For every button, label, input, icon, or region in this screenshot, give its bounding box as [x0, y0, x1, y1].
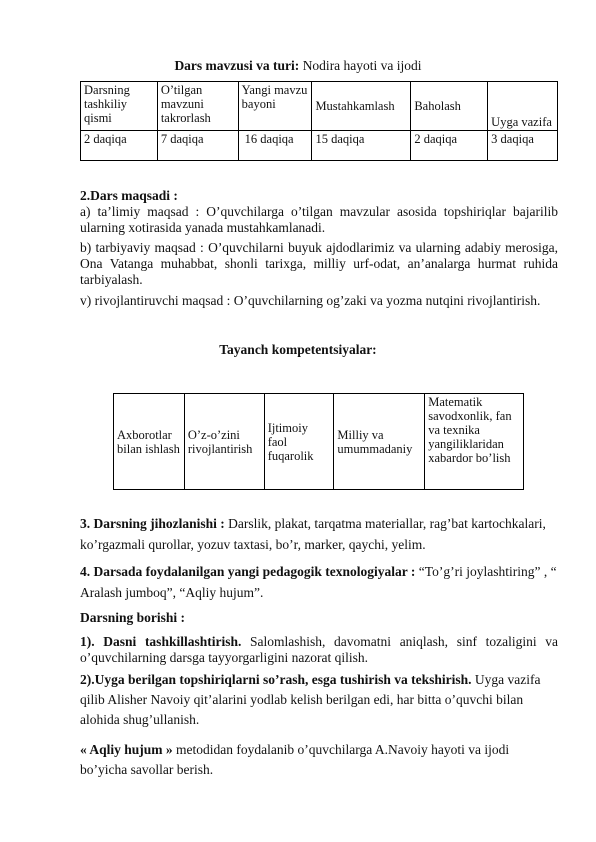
- table-header-cell: Darsning tashkiliy qismi: [81, 82, 158, 131]
- table-cell: 2 daqiqa: [81, 131, 158, 161]
- section4-text: “To’g’ri joylashtiring” , “ Aralash jumboq”, “Aqliy hujum”.: [80, 564, 557, 600]
- step1-text: Salomlashish, davomatni aniqlash, sinf tozaligini va o’quvchilarning darsga tayyorgarligini nazorat qilish.: [80, 634, 558, 665]
- step2-label: 2).Uyga berilgan topshiriqlarni so’rash, esga tushirish va tekshirish.: [80, 672, 472, 687]
- table-cell: Axborotlar bilan ishlash: [114, 394, 185, 490]
- goal-educational: a) ta’limiy maqsad : O’quvchilarga o’tilgan mavzular asosida topshiriqlar bajarilib ularning xotirasida yanada mustahkamlanadi.: [80, 204, 558, 235]
- step2: [80, 670, 558, 730]
- brainstorm-paragraph: [80, 740, 558, 780]
- table-cell: 2 daqiqa: [411, 131, 488, 161]
- lesson-time-table: [80, 81, 558, 161]
- step1: [80, 634, 558, 666]
- table-cell: O’z-o’zini rivojlantirish: [184, 394, 264, 490]
- brainstorm-text: metodidan foydalanib o’quvchilarga A.Navoiy hayoti va ijodi bo’yicha savollar berish.: [80, 742, 510, 777]
- table-row: [114, 394, 524, 490]
- section3-text: Darslik, plakat, tarqatma materiallar, rag’bat kartochkalari, ko’rgazmali qurollar, yozuv taxtasi, bo’r, marker, qaychi, yelim.: [80, 516, 546, 552]
- table-header-cell: Uyga vazifa: [488, 82, 558, 131]
- competencies-heading: Tayanch kompetentsiyalar:: [219, 342, 377, 357]
- table-cell: 7 daqiqa: [157, 131, 238, 161]
- goal-developmental: v) rivojlantiruvchi maqsad : O’quvchilarning og’zaki va yozma nutqini rivojlantirish.: [80, 293, 541, 308]
- table-cell: 15 daqiqa: [312, 131, 411, 161]
- table-cell: Matematik savodxonlik, fan va texnika yangiliklaridan xabardor bo’lish: [425, 394, 524, 490]
- goal-upbringing: b) tarbiyaviy maqsad : O’quvchilarni buyuk ajdodlarimiz va ularning adabiy merosiga, Ona Vatanga muhabbat, shonli tarixga, milliy urf-odat, an’analarga hurmat ruhida tarbiyalash.: [80, 240, 558, 287]
- table-header-row: [81, 82, 558, 131]
- section4: [80, 561, 558, 603]
- section3-label: 3. Darsning jihozlanishi :: [80, 516, 225, 531]
- table-header-cell: Baholash: [411, 82, 488, 131]
- brainstorm-label: « Aqliy hujum »: [80, 742, 173, 757]
- section4-label: 4. Darsada foydalanilgan yangi pedagogik texnologiyalar :: [80, 564, 416, 579]
- table-row: [81, 131, 558, 161]
- lesson-title-label: Dars mavzusi va turi:: [174, 58, 300, 73]
- table-cell: 16 daqiqa: [238, 131, 312, 161]
- table-cell: 3 daqiqa: [488, 131, 558, 161]
- step2-text: Uyga vazifa qilib Alisher Navoiy qit’alarini yodlab kelish berilgan edi, har bitta o’quvchi bilan alohida shug’ullanish.: [80, 672, 541, 727]
- competencies-table: [113, 393, 524, 490]
- table-header-cell: Mustahkamlash: [312, 82, 411, 131]
- lesson-title-value: Nodira hayoti va ijodi: [302, 58, 422, 73]
- table-cell: Milliy va umummadaniy: [334, 394, 425, 490]
- table-header-cell: Yangi mavzu bayoni: [238, 82, 312, 131]
- step1-label: 1). Dasni tashkillashtirish.: [80, 634, 242, 649]
- lesson-process-heading: Darsning borishi :: [80, 610, 186, 625]
- table-cell: Ijtimoiy faol fuqarolik: [264, 394, 334, 490]
- table-header-cell: O’tilgan mavzuni takrorlash: [157, 82, 238, 131]
- lesson-title: [0, 58, 596, 74]
- section2-heading: 2.Dars maqsadi :: [80, 188, 178, 203]
- section3: [80, 513, 558, 555]
